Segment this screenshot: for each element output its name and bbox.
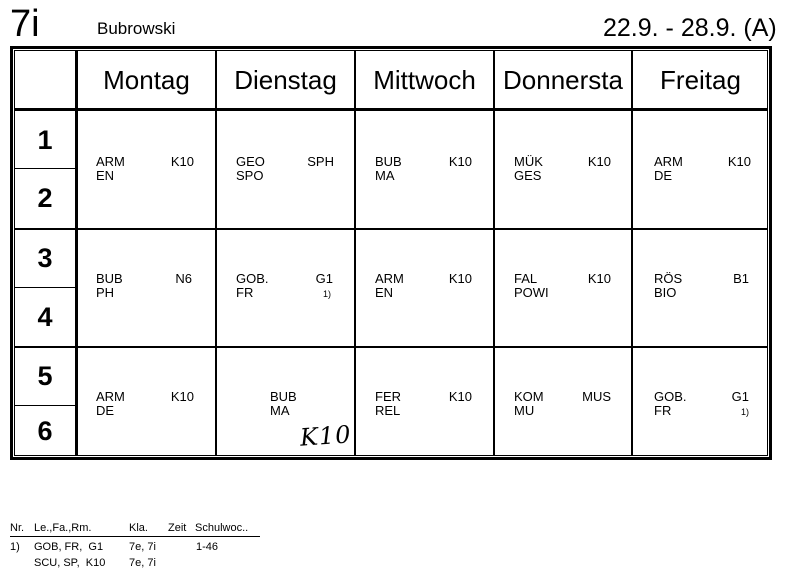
lesson-subject: PH [96,285,115,300]
lesson-teacher: MÜK [514,154,543,169]
grid-line [14,108,768,111]
lesson-room: G1 [731,389,749,404]
legend-header-nr: Nr. [10,522,25,534]
lesson-room: B1 [733,271,749,286]
lesson-cell [375,155,472,185]
legend-rule [10,536,260,537]
lesson-cell [236,155,334,185]
lesson-teacher: FAL [514,271,538,286]
lesson-footnote: 1) [740,407,749,417]
day-header-montag: Montag [103,64,190,95]
lesson-cell [96,390,194,420]
lesson-cell [375,272,472,302]
period-number: 4 [37,301,53,332]
lesson-cell [654,272,749,302]
lesson-subject: MA [270,403,290,418]
lesson-room: K10 [587,271,611,286]
teacher-name: Bubrowski [97,19,176,38]
lesson-subject: SPO [236,168,264,183]
legend-header-kla: Kla. [129,522,148,534]
lesson-teacher: RÖS [654,271,683,286]
lesson-room: K10 [170,154,194,169]
legend-kla: 7e, 7i [129,557,156,569]
lesson-room: MUS [582,389,611,404]
handwritten-note: K10 [299,420,353,452]
period-number: 2 [37,183,53,213]
lesson-room: K10 [448,389,472,404]
legend-kla: 7e, 7i [129,541,156,553]
lesson-subject: BIO [654,285,677,300]
lesson-cell [375,390,472,420]
lesson-room: K10 [448,154,472,169]
lesson-teacher: BUB [375,154,402,169]
lesson-teacher: ARM [96,389,125,404]
lesson-subject: MA [375,168,395,183]
lesson-subject: POWI [514,285,549,300]
lesson-subject: EN [96,168,115,183]
lesson-cell [236,272,333,302]
class-name: 7i [10,3,40,45]
legend-header-woche: Schulwoc.. [195,522,249,534]
lesson-footnote: 1) [322,289,331,299]
period-number: 5 [37,361,53,391]
lesson-cell [96,272,192,302]
lesson-room: K10 [170,389,194,404]
lesson-cell [514,155,611,185]
lesson-cell [514,390,611,420]
day-header-donnerstag: Donnersta [503,64,623,95]
period-number: 1 [37,124,53,155]
legend-lfr: GOB, FR, G1 [34,541,104,553]
lesson-teacher: BUB [270,389,297,404]
lesson-room: K10 [587,154,611,169]
lesson-room: K10 [727,154,751,169]
lesson-teacher: GOB. [236,271,269,286]
lesson-teacher: ARM [654,154,683,169]
lesson-room: SPH [307,154,334,169]
day-header-freitag: Freitag [660,64,741,95]
lesson-subject: REL [375,403,401,418]
day-header-mittwoch: Mittwoch [373,64,476,95]
lesson-teacher: ARM [96,154,125,169]
lesson-cell [96,155,194,185]
lesson-teacher: FER [375,389,401,404]
lesson-subject: GES [514,168,542,183]
lesson-subject: EN [375,285,394,300]
day-header-dienstag: Dienstag [234,64,337,95]
lesson-cell [514,272,611,302]
lesson-teacher: ARM [375,271,404,286]
lesson-room: K10 [448,271,472,286]
lesson-teacher: BUB [96,271,123,286]
legend-lfr: SCU, SP, K10 [34,557,106,569]
lesson-subject: DE [654,168,673,183]
legend-woche: 1-46 [196,541,219,553]
legend-header-lfr: Le.,Fa.,Rm. [34,522,92,534]
period-number: 6 [37,415,53,446]
lesson-room: N6 [175,271,192,286]
grid-line [14,228,768,230]
lesson-subject: FR [654,403,672,418]
lesson-room: G1 [315,271,333,286]
lesson-cell [270,390,310,420]
lesson-cell [654,390,749,420]
lesson-teacher: GEO [236,154,265,169]
lesson-teacher: KOM [514,389,544,404]
lesson-subject: MU [514,403,535,418]
period-number: 3 [37,243,53,273]
week-range: 22.9. - 28.9. (A) [603,14,777,42]
lesson-subject: FR [236,285,254,300]
lesson-teacher: GOB. [654,389,687,404]
legend-header-zeit: Zeit [168,522,187,534]
lesson-cell [654,155,751,185]
legend-nr: 1) [10,541,20,553]
grid-line [14,346,768,348]
lesson-subject: DE [96,403,115,418]
